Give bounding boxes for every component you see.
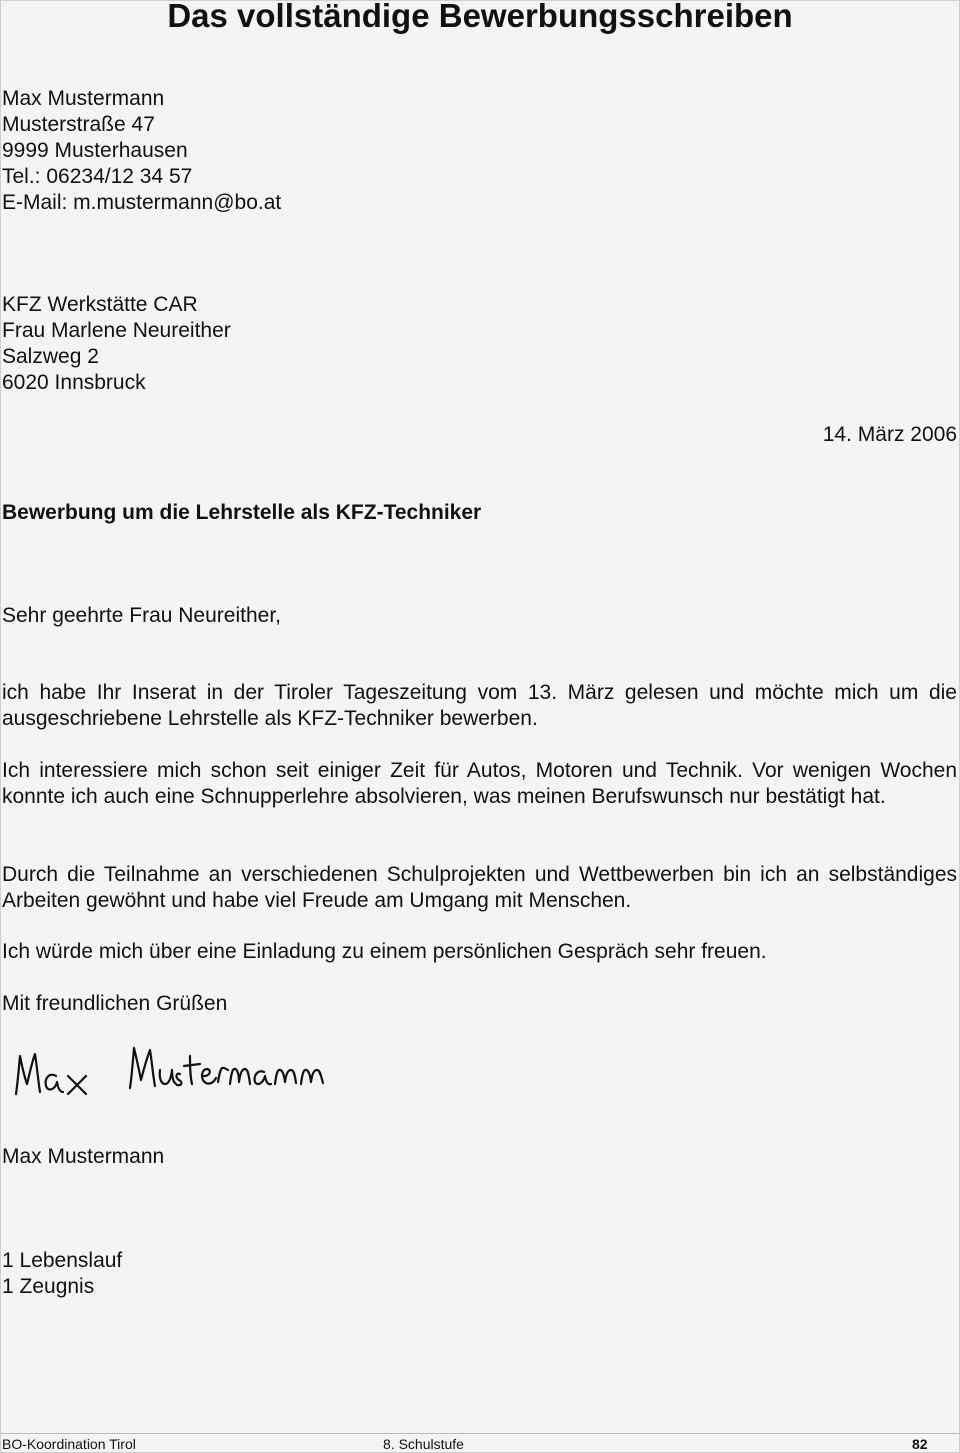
sender-email: E-Mail: m.mustermann@bo.at (2, 191, 282, 214)
body-paragraph-4: Ich würde mich über eine Einladung zu einem persönlichen Gespräch sehr freuen. (2, 940, 767, 963)
sender-phone: Tel.: 06234/12 34 57 (2, 165, 193, 188)
recipient-city: 6020 Innsbruck (2, 371, 146, 394)
sender-name: Max Mustermann (2, 87, 165, 110)
body-paragraph-2: Ich interessiere mich schon seit einiger Zeit für Autos, Motoren und Technik. Vor wenigen Wochen konnte ich auch eine Schnupperlehre absolvieren, was meinen Berufswunsch nur bestätigt hat. (2, 759, 957, 808)
recipient-person: Frau Marlene Neureither (2, 319, 231, 342)
footer-page-number: 82 (912, 1436, 928, 1452)
signer-name: Max Mustermann (2, 1145, 165, 1168)
recipient-company: KFZ Werkstätte CAR (2, 293, 198, 316)
closing-phrase: Mit freundlichen Grüßen (2, 992, 228, 1015)
body-paragraph-3: Durch die Teilnahme an verschiedenen Schulprojekten und Wettbewerben bin ich an selbständiges Arbeiten gewöhnt und habe viel Freude am Umgang mit Menschen. (2, 863, 957, 912)
sender-city: 9999 Musterhausen (2, 139, 188, 162)
document-title: Das vollständige Bewerbungsschreiben (167, 0, 793, 34)
letter-date: 14. März 2006 (822, 423, 957, 446)
body-paragraph-1: ich habe Ihr Inserat in der Tiroler Tageszeitung vom 13. März gelesen und möchte mich um die ausgeschriebene Lehrstelle als KFZ-Techniker bewerben. (2, 681, 957, 730)
sender-street: Musterstraße 47 (2, 113, 155, 136)
salutation: Sehr geehrte Frau Neureither, (2, 604, 281, 627)
footer-organization: BO-Koordination Tirol (2, 1436, 136, 1452)
recipient-street: Salzweg 2 (2, 345, 99, 368)
attachment-item: 1 Lebenslauf (2, 1249, 123, 1272)
attachments-list (2, 1248, 122, 1300)
sender-address (2, 86, 281, 216)
handwritten-signature (10, 1036, 350, 1106)
attachment-item: 1 Zeugnis (2, 1275, 95, 1298)
footer-grade-level: 8. Schulstufe (383, 1436, 464, 1452)
letter-subject: Bewerbung um die Lehrstelle als KFZ-Techniker (2, 501, 482, 524)
footer-divider (0, 1433, 960, 1434)
recipient-address (2, 292, 231, 396)
